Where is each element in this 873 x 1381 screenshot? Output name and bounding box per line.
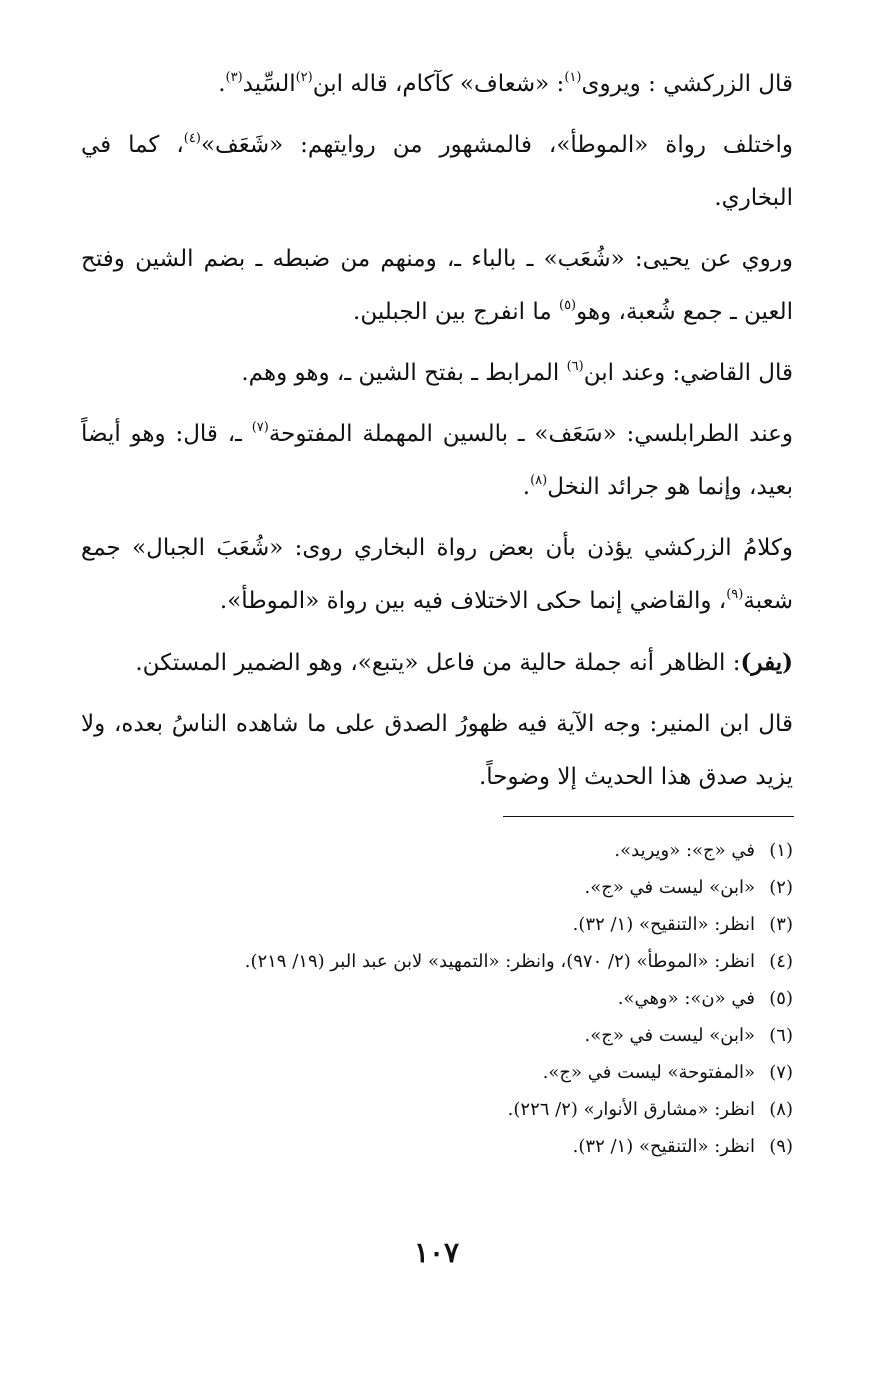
- text-run: .: [218, 71, 226, 97]
- text-run: ما انفرج بين الجبلين.: [353, 299, 559, 325]
- paragraph-1: [81, 58, 793, 111]
- text-run: وروي عن يحيى: «شُعَب» ـ بالباء ـ، ومنهم من ضبطه ـ بضم الشين وفتح العين ـ جمع شُعبة، وهو: [81, 246, 793, 325]
- paragraph-2: [81, 119, 793, 225]
- footnote-number: (٥): [769, 988, 793, 1009]
- footnote: [81, 869, 793, 906]
- paragraph-5: [81, 408, 793, 514]
- footnote-number: (١): [769, 840, 793, 861]
- footnote-ref: (١): [564, 70, 582, 85]
- text-run: ـ، قال: وهو أيضاً بعيد، وإنما هو جرائد النخل: [81, 421, 793, 500]
- text-run: : «شعاف» كآكام، قاله ابن: [312, 71, 565, 97]
- paragraph-4: [81, 347, 793, 400]
- footnote-ref: (٩): [726, 587, 744, 602]
- footnote: [81, 1128, 793, 1165]
- text-run: .: [522, 474, 531, 500]
- footnote: [81, 943, 793, 980]
- text-run: قال الزركشي : ويروى: [581, 71, 793, 97]
- footnote-text: في «ج»: «ويريد».: [614, 840, 755, 861]
- footnote-ref: (٤): [183, 131, 201, 146]
- footnote-number: (٧): [769, 1062, 793, 1083]
- text-run: السِّيد: [242, 71, 296, 97]
- footnote: [81, 1091, 793, 1128]
- footnote-ref: (٨): [530, 473, 548, 488]
- footnote-ref: (٧): [251, 420, 269, 435]
- footnote: [81, 980, 793, 1017]
- footnote-text: انظر: «التنقيح» (١/ ٣٢).: [572, 914, 755, 935]
- footnote-number: (٩): [769, 1136, 793, 1157]
- footnote: [81, 1017, 793, 1054]
- footnote-ref: (٣): [225, 70, 243, 85]
- footnote-ref: (٦): [566, 359, 584, 374]
- footnote: [81, 1054, 793, 1091]
- footnote-number: (٣): [769, 914, 793, 935]
- page-number: ١٠٧: [413, 1236, 460, 1269]
- text-run: وكلامُ الزركشي يؤذن بأن بعض رواة البخاري روى: «شُعَبَ الجبال» جمع شعبة: [81, 535, 794, 614]
- text-run: قال القاضي: وعند ابن: [583, 360, 793, 386]
- paragraph-3: [81, 233, 793, 339]
- footnote-separator: [503, 816, 794, 817]
- footnote-text: «ابن» ليست في «ج».: [584, 1025, 755, 1046]
- text-run: : الظاهر أنه جملة حالية من فاعل «يتبع»، وهو الضمير المستكن.: [135, 650, 741, 676]
- footnote-text: انظر: «الموطأ» (٢/ ٩٧٠)، وانظر: «التمهيد» لابن عبد البر (١٩/ ٢١٩).: [244, 951, 755, 972]
- footnote-text: في «ن»: «وهي».: [617, 988, 755, 1009]
- footnotes: [81, 832, 793, 1165]
- footnote-ref: (٥): [558, 298, 577, 313]
- paragraph-8: [81, 698, 793, 804]
- paragraph-6: [81, 522, 793, 628]
- footnote: [81, 832, 793, 869]
- main-text: [81, 58, 793, 812]
- paragraph-7: [81, 636, 793, 690]
- lemma-label: (يفر): [740, 649, 793, 676]
- footnote-text: انظر: «التنقيح» (١/ ٣٢).: [572, 1136, 755, 1157]
- footnote-number: (٢): [769, 877, 793, 898]
- text-run: ، كما في البخاري.: [81, 132, 793, 211]
- text-run: واختلف رواة «الموطأ»، فالمشهور من روايتهم: «شَعَف»: [200, 132, 793, 158]
- footnote-ref: (٢): [295, 70, 313, 85]
- footnote-number: (٦): [769, 1025, 793, 1046]
- footnote-text: انظر: «مشارق الأنوار» (٢/ ٢٢٦).: [507, 1099, 755, 1120]
- text-run: المرابط ـ بفتح الشين ـ، وهو وهم.: [241, 360, 567, 386]
- text-run: وعند الطرابلسي: «سَعَف» ـ بالسين المهملة المفتوحة: [268, 421, 793, 447]
- footnote-text: «ابن» ليست في «ج».: [584, 877, 755, 898]
- text-run: ، والقاضي إنما حكى الاختلاف فيه بين رواة «الموطأ».: [219, 588, 727, 614]
- footnote-number: (٨): [769, 1099, 793, 1120]
- footnote: [81, 906, 793, 943]
- footnote-text: «المفتوحة» ليست في «ج».: [542, 1062, 755, 1083]
- text-run: قال ابن المنير: وجه الآية فيه ظهورُ الصدق على ما شاهده الناسُ بعده، ولا يزيد صدق هذا الحديث إلا وضوحاً.: [81, 711, 793, 790]
- footnote-number: (٤): [769, 951, 793, 972]
